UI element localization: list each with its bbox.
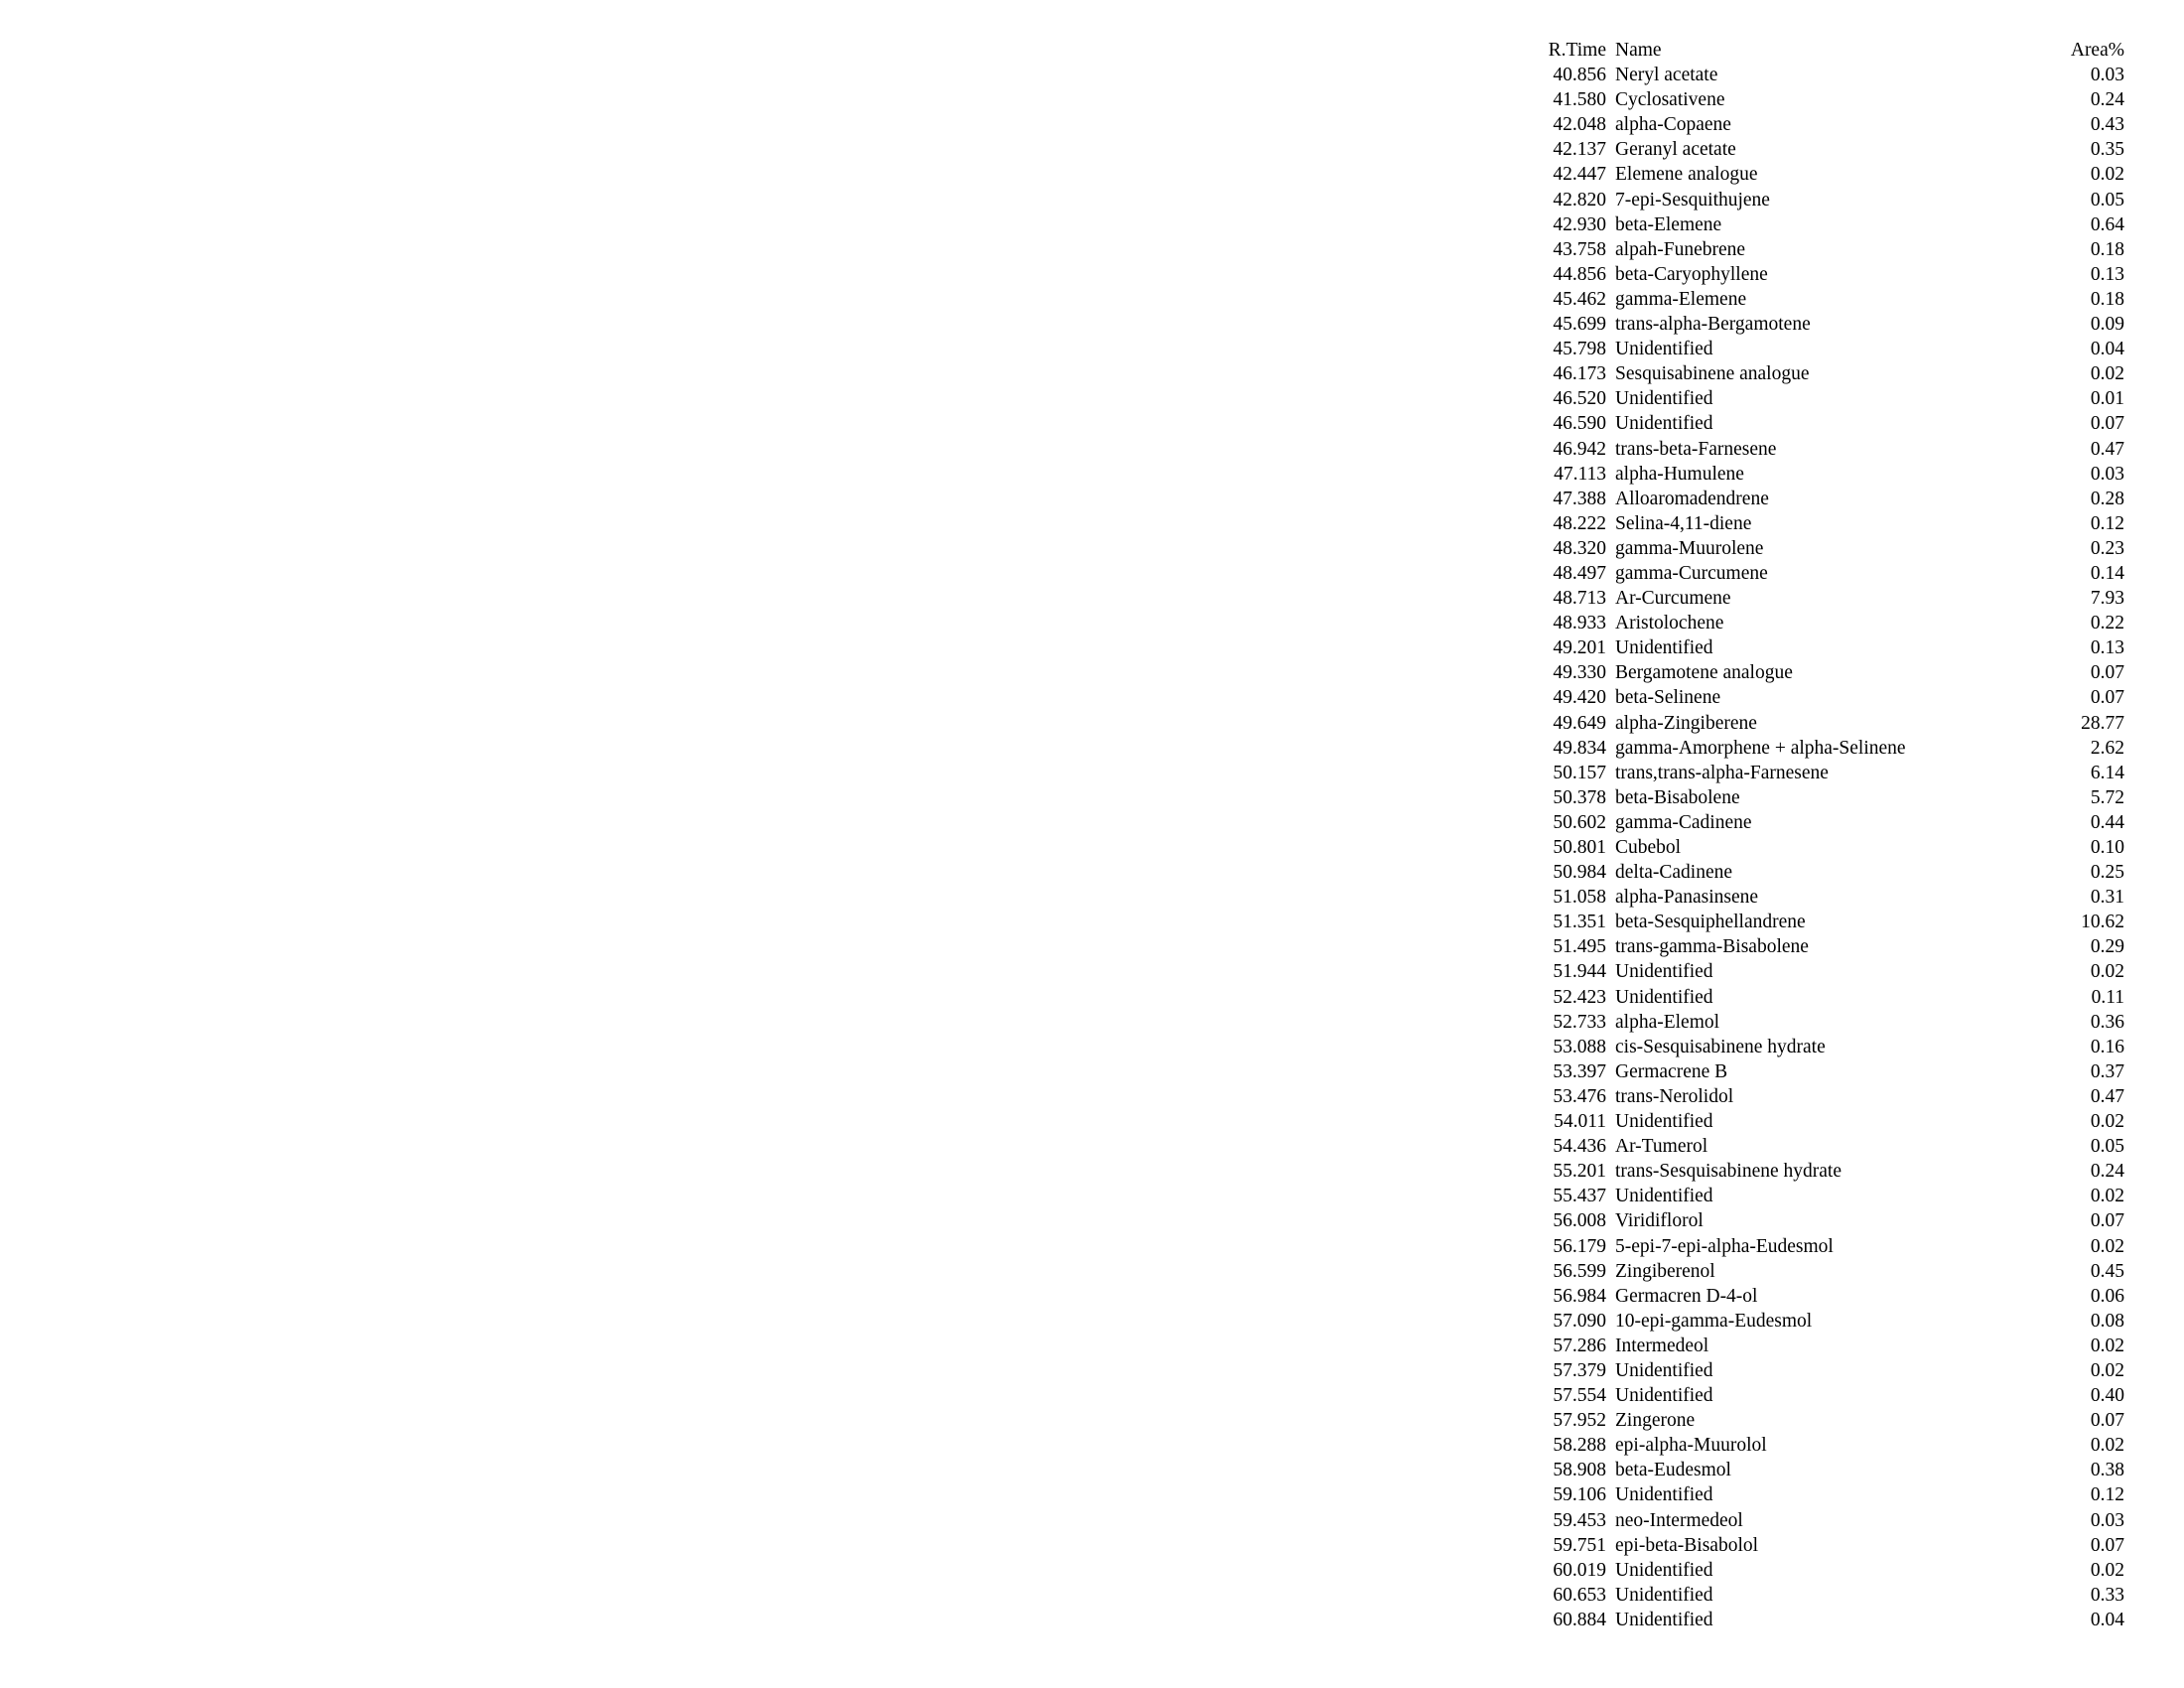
name-cell: Unidentified xyxy=(1615,961,1713,983)
area-cell: 0.03 xyxy=(2090,65,2124,86)
rtime-cell: 56.179 xyxy=(1553,1235,1606,1257)
table-row xyxy=(1529,112,2124,137)
area-cell: 7.93 xyxy=(2090,588,2124,610)
area-cell: 0.03 xyxy=(2090,1509,2124,1531)
table-row xyxy=(1529,437,2124,462)
table-row xyxy=(1529,985,2124,1010)
area-cell: 0.02 xyxy=(2090,1335,2124,1356)
area-cell: 0.02 xyxy=(2090,961,2124,983)
area-cell: 0.16 xyxy=(2090,1036,2124,1057)
table-row xyxy=(1529,87,2124,112)
compound-table xyxy=(1529,38,2124,1632)
name-cell: Elemene analogue xyxy=(1615,164,1758,186)
rtime-cell: 58.908 xyxy=(1553,1460,1606,1481)
table-row xyxy=(1529,1408,2124,1433)
rtime-cell: 48.933 xyxy=(1553,613,1606,634)
area-cell: 0.18 xyxy=(2090,288,2124,310)
rtime-cell: 41.580 xyxy=(1553,89,1606,111)
rtime-cell: 51.944 xyxy=(1553,961,1606,983)
rtime-cell: 57.554 xyxy=(1553,1385,1606,1407)
table-row xyxy=(1529,835,2124,860)
rtime-cell: 51.058 xyxy=(1553,887,1606,909)
name-cell: neo-Intermedeol xyxy=(1615,1509,1743,1531)
area-cell: 0.24 xyxy=(2090,1161,2124,1183)
table-row xyxy=(1529,1208,2124,1233)
rtime-cell: 58.288 xyxy=(1553,1435,1606,1457)
rtime-cell: 48.713 xyxy=(1553,588,1606,610)
rtime-cell: 57.286 xyxy=(1553,1335,1606,1356)
name-cell: Cyclosativene xyxy=(1615,89,1725,111)
name-cell: beta-Selinene xyxy=(1615,687,1721,709)
table-row xyxy=(1529,1184,2124,1208)
table-row xyxy=(1529,411,2124,436)
area-cell: 0.07 xyxy=(2090,1410,2124,1432)
area-cell: 0.43 xyxy=(2090,114,2124,136)
rtime-cell: 48.222 xyxy=(1553,512,1606,534)
table-row xyxy=(1529,262,2124,287)
name-cell: trans-gamma-Bisabolene xyxy=(1615,936,1809,958)
name-cell: Neryl acetate xyxy=(1615,65,1718,86)
table-row xyxy=(1529,1433,2124,1458)
rtime-cell: 49.330 xyxy=(1553,662,1606,684)
name-cell: Sesquisabinene analogue xyxy=(1615,363,1810,385)
name-cell: Ar-Curcumene xyxy=(1615,588,1731,610)
rtime-cell: 48.320 xyxy=(1553,537,1606,559)
table-row xyxy=(1529,312,2124,337)
area-cell: 0.45 xyxy=(2090,1260,2124,1282)
rtime-cell: 50.157 xyxy=(1553,762,1606,783)
rtime-cell: 57.090 xyxy=(1553,1310,1606,1332)
area-cell: 5.72 xyxy=(2090,786,2124,808)
table-row xyxy=(1529,761,2124,785)
area-cell: 0.10 xyxy=(2090,837,2124,858)
table-row xyxy=(1529,63,2124,87)
table-row xyxy=(1529,361,2124,386)
name-cell: alpha-Copaene xyxy=(1615,114,1731,136)
rtime-cell: 49.834 xyxy=(1553,737,1606,759)
area-cell: 0.07 xyxy=(2090,687,2124,709)
area-cell: 0.02 xyxy=(2090,1235,2124,1257)
name-cell: beta-Elemene xyxy=(1615,213,1722,235)
rtime-cell: 48.497 xyxy=(1553,562,1606,584)
rtime-cell: 59.751 xyxy=(1553,1534,1606,1556)
table-row xyxy=(1529,1059,2124,1084)
name-cell: Bergamotene analogue xyxy=(1615,662,1793,684)
rtime-cell: 42.930 xyxy=(1553,213,1606,235)
rtime-cell: 46.173 xyxy=(1553,363,1606,385)
area-cell: 0.11 xyxy=(2091,986,2124,1008)
name-cell: alpha-Zingiberene xyxy=(1615,712,1757,734)
rtime-cell: 55.437 xyxy=(1553,1186,1606,1207)
table-row xyxy=(1529,635,2124,660)
name-cell: Unidentified xyxy=(1615,986,1713,1008)
name-cell: Germacren D-4-ol xyxy=(1615,1285,1758,1307)
name-cell: Unidentified xyxy=(1615,1385,1713,1407)
name-cell: alpha-Elemol xyxy=(1615,1011,1720,1033)
area-cell: 0.33 xyxy=(2090,1584,2124,1606)
table-row xyxy=(1529,1558,2124,1583)
header-rtime: R.Time xyxy=(1548,40,1606,61)
table-row xyxy=(1529,885,2124,910)
rtime-cell: 45.462 xyxy=(1553,288,1606,310)
area-cell: 0.28 xyxy=(2090,488,2124,509)
rtime-cell: 54.011 xyxy=(1554,1111,1606,1133)
name-cell: gamma-Amorphene + alpha-Selinene xyxy=(1615,737,1906,759)
rtime-cell: 56.984 xyxy=(1553,1285,1606,1307)
table-row xyxy=(1529,1383,2124,1408)
area-cell: 0.23 xyxy=(2090,537,2124,559)
area-cell: 0.40 xyxy=(2090,1385,2124,1407)
rtime-cell: 42.048 xyxy=(1553,114,1606,136)
table-row xyxy=(1529,810,2124,835)
table-row xyxy=(1529,586,2124,611)
name-cell: Unidentified xyxy=(1615,1609,1713,1630)
rtime-cell: 52.423 xyxy=(1553,986,1606,1008)
area-cell: 0.02 xyxy=(2090,1359,2124,1381)
rtime-cell: 57.952 xyxy=(1553,1410,1606,1432)
area-cell: 0.14 xyxy=(2090,562,2124,584)
table-row xyxy=(1529,287,2124,312)
table-body xyxy=(1529,63,2124,1632)
area-cell: 0.02 xyxy=(2090,1186,2124,1207)
area-cell: 0.02 xyxy=(2090,1559,2124,1581)
rtime-cell: 46.520 xyxy=(1553,388,1606,410)
table-row xyxy=(1529,386,2124,411)
table-row xyxy=(1529,162,2124,187)
name-cell: beta-Caryophyllene xyxy=(1615,263,1768,285)
name-cell: cis-Sesquisabinene hydrate xyxy=(1615,1036,1826,1057)
rtime-cell: 45.798 xyxy=(1553,339,1606,360)
table-row xyxy=(1529,1458,2124,1482)
area-cell: 0.47 xyxy=(2090,1085,2124,1107)
rtime-cell: 49.420 xyxy=(1553,687,1606,709)
table-header-row xyxy=(1529,38,2124,63)
name-cell: Ar-Tumerol xyxy=(1615,1136,1708,1158)
rtime-cell: 55.201 xyxy=(1553,1161,1606,1183)
name-cell: beta-Eudesmol xyxy=(1615,1460,1731,1481)
table-row xyxy=(1529,137,2124,162)
rtime-cell: 50.378 xyxy=(1553,786,1606,808)
rtime-cell: 53.476 xyxy=(1553,1085,1606,1107)
rtime-cell: 54.436 xyxy=(1553,1136,1606,1158)
rtime-cell: 42.447 xyxy=(1553,164,1606,186)
name-cell: Zingiberenol xyxy=(1615,1260,1715,1282)
table-row xyxy=(1529,1358,2124,1383)
name-cell: Cubebol xyxy=(1615,837,1682,858)
rtime-cell: 51.351 xyxy=(1553,912,1606,933)
area-cell: 0.07 xyxy=(2090,413,2124,435)
table-row xyxy=(1529,337,2124,361)
area-cell: 0.08 xyxy=(2090,1310,2124,1332)
area-cell: 0.12 xyxy=(2090,512,2124,534)
area-cell: 0.02 xyxy=(2090,1111,2124,1133)
table-row xyxy=(1529,1109,2124,1134)
table-row xyxy=(1529,934,2124,959)
area-cell: 0.12 xyxy=(2090,1484,2124,1506)
name-cell: alpha-Humulene xyxy=(1615,463,1744,485)
rtime-cell: 53.397 xyxy=(1553,1060,1606,1082)
name-cell: 5-epi-7-epi-alpha-Eudesmol xyxy=(1615,1235,1834,1257)
rtime-cell: 46.942 xyxy=(1553,438,1606,460)
rtime-cell: 49.201 xyxy=(1553,637,1606,659)
name-cell: Unidentified xyxy=(1615,1584,1713,1606)
area-cell: 6.14 xyxy=(2090,762,2124,783)
area-cell: 0.06 xyxy=(2090,1285,2124,1307)
table-row xyxy=(1529,1533,2124,1558)
rtime-cell: 40.856 xyxy=(1553,65,1606,86)
table-row xyxy=(1529,1482,2124,1507)
rtime-cell: 46.590 xyxy=(1553,413,1606,435)
name-cell: trans-Sesquisabinene hydrate xyxy=(1615,1161,1842,1183)
rtime-cell: 47.388 xyxy=(1553,488,1606,509)
table-row xyxy=(1529,1035,2124,1059)
rtime-cell: 45.699 xyxy=(1553,314,1606,336)
rtime-cell: 51.495 xyxy=(1553,936,1606,958)
name-cell: 7-epi-Sesquithujene xyxy=(1615,189,1770,211)
table-row xyxy=(1529,785,2124,810)
table-row xyxy=(1529,1134,2124,1159)
area-cell: 0.13 xyxy=(2090,637,2124,659)
table-row xyxy=(1529,1159,2124,1184)
name-cell: gamma-Elemene xyxy=(1615,288,1747,310)
name-cell: Alloaromadendrene xyxy=(1615,488,1769,509)
area-cell: 0.07 xyxy=(2090,1210,2124,1232)
rtime-cell: 50.602 xyxy=(1553,811,1606,833)
rtime-cell: 57.379 xyxy=(1553,1359,1606,1381)
table-row xyxy=(1529,611,2124,635)
area-cell: 0.36 xyxy=(2090,1011,2124,1033)
table-row xyxy=(1529,1583,2124,1608)
area-cell: 10.62 xyxy=(2081,912,2124,933)
name-cell: Selina-4,11-diene xyxy=(1615,512,1752,534)
rtime-cell: 42.820 xyxy=(1553,189,1606,211)
name-cell: Unidentified xyxy=(1615,1186,1713,1207)
name-cell: gamma-Curcumene xyxy=(1615,562,1768,584)
name-cell: Aristolochene xyxy=(1615,613,1724,634)
table-row xyxy=(1529,1334,2124,1358)
area-cell: 0.09 xyxy=(2090,314,2124,336)
table-row xyxy=(1529,561,2124,586)
area-cell: 0.25 xyxy=(2090,862,2124,884)
name-cell: 10-epi-gamma-Eudesmol xyxy=(1615,1310,1813,1332)
name-cell: trans,trans-alpha-Farnesene xyxy=(1615,762,1829,783)
header-area: Area% xyxy=(2070,40,2124,61)
area-cell: 0.64 xyxy=(2090,213,2124,235)
table-row xyxy=(1529,910,2124,934)
area-cell: 0.13 xyxy=(2090,263,2124,285)
rtime-cell: 50.801 xyxy=(1553,837,1606,858)
rtime-cell: 60.884 xyxy=(1553,1609,1606,1630)
name-cell: Unidentified xyxy=(1615,1359,1713,1381)
name-cell: trans-alpha-Bergamotene xyxy=(1615,314,1811,336)
table-row xyxy=(1529,1010,2124,1035)
area-cell: 0.37 xyxy=(2090,1060,2124,1082)
table-row xyxy=(1529,1608,2124,1632)
table-row xyxy=(1529,959,2124,984)
name-cell: Intermedeol xyxy=(1615,1335,1709,1356)
name-cell: alpha-Panasinsene xyxy=(1615,887,1759,909)
name-cell: Unidentified xyxy=(1615,413,1713,435)
table-row xyxy=(1529,536,2124,561)
area-cell: 0.05 xyxy=(2090,1136,2124,1158)
area-cell: 0.18 xyxy=(2090,238,2124,260)
area-cell: 0.31 xyxy=(2090,887,2124,909)
table-row xyxy=(1529,1508,2124,1533)
rtime-cell: 53.088 xyxy=(1553,1036,1606,1057)
rtime-cell: 43.758 xyxy=(1553,238,1606,260)
table-row xyxy=(1529,1234,2124,1259)
rtime-cell: 47.113 xyxy=(1554,463,1606,485)
name-cell: Germacrene B xyxy=(1615,1060,1728,1082)
table-row xyxy=(1529,1084,2124,1109)
name-cell: Zingerone xyxy=(1615,1410,1696,1432)
name-cell: Geranyl acetate xyxy=(1615,139,1736,161)
name-cell: alpah-Funebrene xyxy=(1615,238,1746,260)
table-row xyxy=(1529,511,2124,536)
area-cell: 0.02 xyxy=(2090,164,2124,186)
name-cell: trans-beta-Farnesene xyxy=(1615,438,1777,460)
rtime-cell: 60.019 xyxy=(1553,1559,1606,1581)
name-cell: Unidentified xyxy=(1615,388,1713,410)
rtime-cell: 59.106 xyxy=(1553,1484,1606,1506)
rtime-cell: 42.137 xyxy=(1553,139,1606,161)
table-row xyxy=(1529,1309,2124,1334)
name-cell: Unidentified xyxy=(1615,1559,1713,1581)
area-cell: 0.24 xyxy=(2090,89,2124,111)
area-cell: 2.62 xyxy=(2090,737,2124,759)
rtime-cell: 50.984 xyxy=(1553,862,1606,884)
area-cell: 0.07 xyxy=(2090,1534,2124,1556)
name-cell: Viridiflorol xyxy=(1615,1210,1704,1232)
rtime-cell: 56.599 xyxy=(1553,1260,1606,1282)
area-cell: 0.04 xyxy=(2090,339,2124,360)
name-cell: Unidentified xyxy=(1615,1484,1713,1506)
table-row xyxy=(1529,212,2124,237)
name-cell: Unidentified xyxy=(1615,339,1713,360)
rtime-cell: 49.649 xyxy=(1553,712,1606,734)
area-cell: 0.02 xyxy=(2090,1435,2124,1457)
rtime-cell: 44.856 xyxy=(1553,263,1606,285)
name-cell: Unidentified xyxy=(1615,1111,1713,1133)
name-cell: beta-Bisabolene xyxy=(1615,786,1740,808)
area-cell: 28.77 xyxy=(2081,712,2124,734)
area-cell: 0.02 xyxy=(2090,363,2124,385)
name-cell: gamma-Muurolene xyxy=(1615,537,1764,559)
area-cell: 0.05 xyxy=(2090,189,2124,211)
table-row xyxy=(1529,711,2124,736)
area-cell: 0.01 xyxy=(2090,388,2124,410)
area-cell: 0.44 xyxy=(2090,811,2124,833)
name-cell: beta-Sesquiphellandrene xyxy=(1615,912,1806,933)
rtime-cell: 52.733 xyxy=(1553,1011,1606,1033)
rtime-cell: 59.453 xyxy=(1553,1509,1606,1531)
name-cell: trans-Nerolidol xyxy=(1615,1085,1734,1107)
area-cell: 0.04 xyxy=(2090,1609,2124,1630)
area-cell: 0.03 xyxy=(2090,463,2124,485)
area-cell: 0.07 xyxy=(2090,662,2124,684)
name-cell: epi-alpha-Muurolol xyxy=(1615,1435,1767,1457)
rtime-cell: 60.653 xyxy=(1553,1584,1606,1606)
name-cell: epi-beta-Bisabolol xyxy=(1615,1534,1759,1556)
table-row xyxy=(1529,685,2124,710)
name-cell: Unidentified xyxy=(1615,637,1713,659)
table-row xyxy=(1529,462,2124,487)
rtime-cell: 56.008 xyxy=(1553,1210,1606,1232)
table-row xyxy=(1529,237,2124,262)
area-cell: 0.35 xyxy=(2090,139,2124,161)
table-row xyxy=(1529,660,2124,685)
table-row xyxy=(1529,860,2124,885)
area-cell: 0.29 xyxy=(2090,936,2124,958)
name-cell: delta-Cadinene xyxy=(1615,862,1733,884)
header-name: Name xyxy=(1615,40,1662,61)
area-cell: 0.47 xyxy=(2090,438,2124,460)
table-row xyxy=(1529,487,2124,511)
table-row xyxy=(1529,1259,2124,1284)
name-cell: gamma-Cadinene xyxy=(1615,811,1752,833)
table-row xyxy=(1529,736,2124,761)
table-row xyxy=(1529,188,2124,212)
table-row xyxy=(1529,1284,2124,1309)
area-cell: 0.22 xyxy=(2090,613,2124,634)
area-cell: 0.38 xyxy=(2090,1460,2124,1481)
